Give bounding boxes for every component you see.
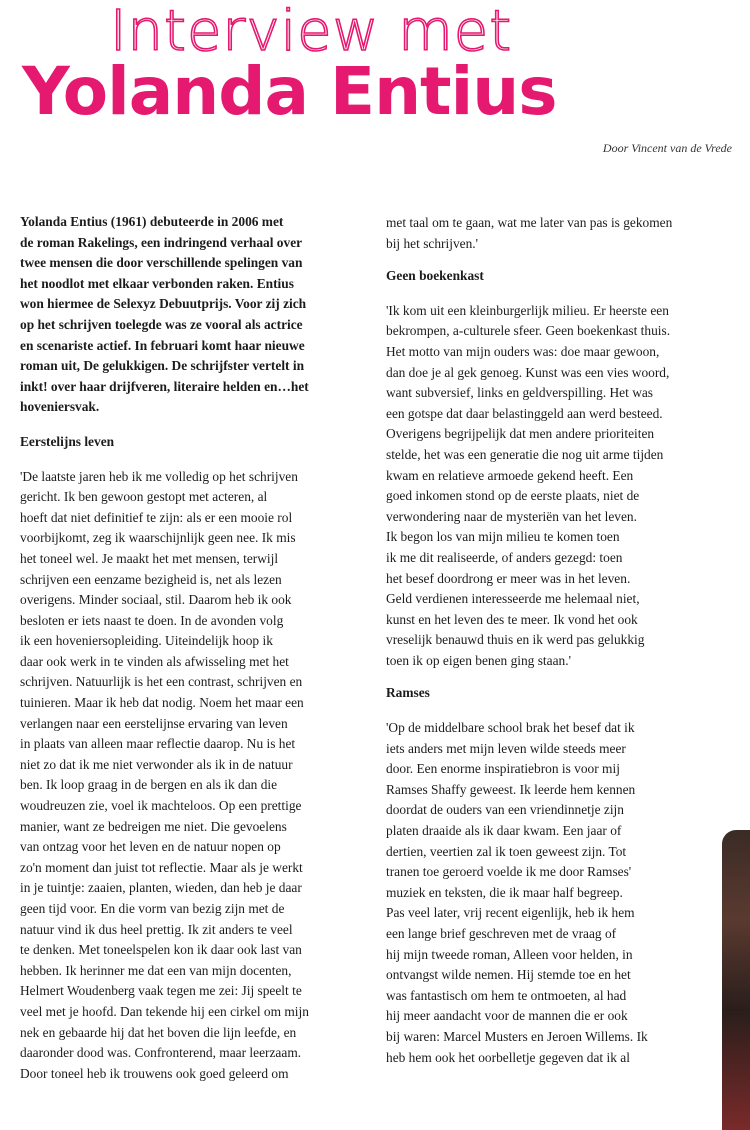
text-line: doordat de ouders van een vriendinnetje zijn — [386, 802, 624, 818]
text-line: twee mensen die door verschillende spelingen van — [20, 255, 303, 271]
text-line: hij mijn tweede roman, Alleen voor helden, in — [386, 946, 633, 962]
text-line: een lange brief geschreven met de vraag of — [386, 926, 617, 941]
text-line: Ramses Shaffy geweest. Ik leerde hem kennen — [386, 781, 636, 797]
text-line: hij meer aandacht voor de mannen die er ook — [386, 1008, 628, 1024]
right-column — [386, 213, 732, 1080]
text-line: stelde, het was een generatie die nog uit arme tijden — [386, 446, 664, 462]
text-line: niet zo dat ik me niet verwonder als ik in de natuur — [20, 756, 293, 772]
byline: Door Vincent van de Vrede — [602, 141, 732, 155]
text-line: kunst en het leven des te meer. Ik vond het ook — [386, 611, 638, 627]
text-line: want subversief, links en geldverspilling. Het was — [386, 385, 654, 401]
text-line: overigens. Minder sociaal, stil. Daarom heb ik ook — [20, 592, 292, 608]
text-line: daaronder dood was. Confronterend, maar leerzaam. — [20, 1045, 302, 1061]
text-line: in plaats van alleen maar reflectie daarop. Nu is het — [20, 736, 296, 752]
text-line: bekrompen, a-culturele sfeer. Geen boekenkast thuis. — [386, 323, 671, 339]
text-line: nek en gebaarde hij dat het boven die lijn leefde, en — [20, 1024, 297, 1040]
text-line: muziek en teksten, die ik maar half begreep. — [386, 884, 623, 900]
text-line: Yolanda Entius (1961) debuteerde in 2006 met — [20, 214, 284, 229]
text-line: in je tuintje: zaaien, planten, wieden, dan heb je daar — [20, 880, 302, 896]
text-line: Helmert Woudenberg vaak tegen me zei: Jij speelt te — [20, 983, 302, 999]
text-line: Geld verdienen interesseerde me helemaal niet, — [386, 591, 640, 607]
text-line: hoveniersvak. — [20, 399, 100, 415]
text-line: het besef doordrong er meer was in het leven. — [386, 570, 631, 586]
text-line: ik een hoveniersopleiding. Uiteindelijk hoop ik — [20, 633, 273, 649]
text-line: goed inkomen stond op de eerste plaats, niet de — [386, 488, 640, 504]
text-line: schrijven. Natuurlijk is het een contrast, schrijven en — [20, 674, 303, 690]
title-line-1: Interview met — [110, 0, 513, 64]
text-line: manier, want ze bedreigen me niet. Die gevoelens — [20, 818, 287, 834]
body-paragraph-0 — [386, 213, 732, 254]
text-line: was fantastisch om hem te ontmoeten, al had — [386, 987, 627, 1003]
body-paragraph-1 — [20, 467, 372, 1085]
text-line: roman uit, De gelukkigen. De schrijfster vertelt in — [20, 358, 305, 374]
photo-edge — [722, 830, 750, 1130]
text-line: op het schrijven toelegde was ze vooral als actrice — [20, 316, 303, 332]
text-line: hoeft dat niet definitief te zijn: als er een mooie rol — [20, 509, 293, 525]
text-line: geen tijd voor. En die vorm van bezig zijn met de — [20, 901, 285, 916]
text-line: woudreuzen zie, voel ik machteloos. Op een prettige — [20, 798, 302, 814]
text-line: won hiermee de Selexyz Debuutprijs. Voor zij zich — [20, 296, 307, 312]
text-line: met taal om te gaan, wat me later van pas is gekomen — [386, 215, 673, 230]
text-line: heb hem ook het oorbelletje gegeven dat ik al — [386, 1049, 630, 1065]
text-line: ontvangst wilde nemen. Hij stemde toe en het — [386, 967, 631, 983]
text-line: van ontzag voor het leven en de natuur nopen op — [20, 839, 281, 855]
text-line: toen ik op eigen benen ging staan.' — [386, 652, 571, 668]
text-line: voorbijkomt, zeg ik waarschijnlijk geen nee. Ik mis — [20, 530, 296, 546]
text-line: bij waren: Marcel Musters en Jeroen Willems. Ik — [386, 1028, 648, 1044]
text-line: door. Een enorme inspiratiebron is voor mij — [386, 761, 620, 777]
text-line: een gotspe dat daar belastinggeld aan werd besteed. — [386, 405, 663, 421]
text-line: dan doe je al gek genoeg. Kunst was een vies woord, — [386, 364, 670, 380]
text-line: kwam en relatieve armoede gekend heeft. Een — [386, 467, 634, 483]
text-line: ik me dit realiseerde, of anders gezegd: toen — [386, 549, 623, 565]
text-line: besloten er iets naast te doen. In de avonden volg — [20, 612, 284, 628]
text-line: ben. Ik loop graag in de bergen en als ik dan die — [20, 777, 278, 793]
text-line: schrijven een eenzame bezigheid is, net als lezen — [20, 571, 282, 587]
text-line: de roman Rakelings, een indringend verhaal over — [20, 234, 303, 250]
text-line: iets anders met mijn leven wilde steeds meer — [386, 740, 626, 756]
text-line: en scenariste actief. In februari komt haar nieuwe — [20, 337, 305, 353]
text-line: platen draaide als ik daar kwam. Een jaar of — [386, 823, 622, 839]
text-line: daar ook werk in te vinden als afwisseling met het — [20, 653, 289, 669]
text-line: bij het schrijven.' — [386, 235, 479, 251]
body-paragraph-3 — [386, 718, 732, 1068]
text-line: vreselijk benauwd thuis en ik werd pas gelukkig — [386, 632, 645, 648]
heading-ramses: Ramses — [386, 685, 430, 701]
text-line: 'De laatste jaren heb ik me volledig op het schrijven — [20, 468, 298, 484]
text-line: tranen toe geroerd voelde ik me door Ramses' — [386, 864, 632, 880]
left-column — [20, 212, 372, 1096]
title-line-2: Yolanda Entius — [22, 53, 557, 130]
text-line: Pas veel later, vrij recent eigenlijk, heb ik hem — [386, 905, 635, 921]
text-line: Ik begon los van mijn milieu te komen toen — [386, 529, 620, 545]
text-line: Door toneel heb ik trouwens ook goed geleerd om — [20, 1065, 289, 1081]
text-line: verwondering naar de mysteriën van het leven. — [386, 508, 637, 524]
text-line: hebben. Ik herinner me dat een van mijn docenten, — [20, 962, 292, 978]
lede — [20, 212, 372, 418]
text-line: het toneel wel. Je maakt het met mensen, terwijl — [20, 550, 279, 566]
text-line: het noodlot met elkaar verbonden raken. Entius — [20, 275, 294, 291]
text-line: Overigens begrijpelijk dat men andere prioriteiten — [386, 426, 655, 442]
heading-eerstelijns-leven: Eerstelijns leven — [20, 433, 115, 449]
text-line: 'Op de middelbare school brak het besef dat ik — [386, 720, 635, 736]
text-line: natuur vind ik dus heel prettig. Ik zit anders te veel — [20, 921, 293, 937]
text-line: tuinieren. Maar ik heb dat nodig. Noem het maar een — [20, 695, 304, 711]
text-line: gericht. Ik ben gewoon gestopt met acteren, al — [20, 489, 268, 505]
text-line: te denken. Met toneelspelen kon ik daar ook last van — [20, 942, 302, 958]
text-line: verlangen naar een eerstelijnse ervaring van leven — [20, 715, 288, 731]
text-line: 'Ik kom uit een kleinburgerlijk milieu. Er heerste een — [386, 302, 669, 318]
text-line: inkt! over haar drijfveren, literaire helden en…het — [20, 378, 309, 394]
body-paragraph-2 — [386, 301, 732, 672]
heading-geen-boekenkast: Geen boekenkast — [386, 268, 484, 284]
text-line: Het motto van mijn ouders was: doe maar gewoon, — [386, 343, 660, 359]
text-line: dertien, veertien zal ik toen geweest zijn. Tot — [386, 843, 627, 859]
text-line: zo'n moment dan juist tot reflectie. Maar als je werkt — [20, 859, 303, 875]
text-line: veel met je hoofd. Dan tekende hij een cirkel om mijn — [20, 1003, 309, 1019]
